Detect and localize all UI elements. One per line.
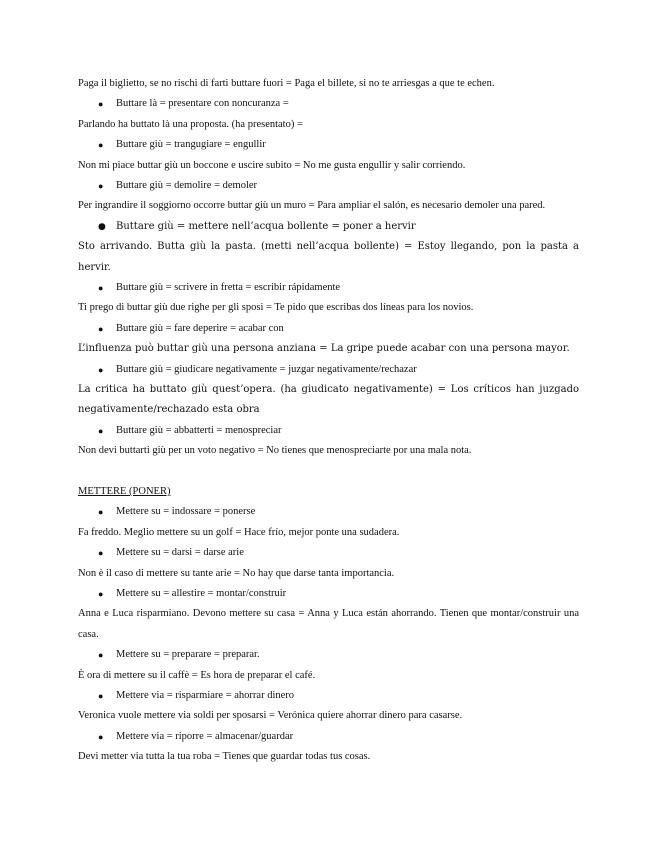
blank-line — [78, 462, 579, 482]
bullet-item — [78, 584, 579, 604]
example-sentence: Non mi piace buttar giù un boccone e uscire subito = No me gusta engullir y salir corriendo. — [78, 159, 466, 171]
bullet-text: Buttare giù = abbatterti = menospreciar — [116, 424, 282, 436]
bullet-dot-icon: ● — [98, 548, 104, 559]
example-sentence: È ora di mettere su il caffè = Es hora de preparar el café. — [78, 669, 316, 681]
example-sentence: L’influenza può buttar giù una persona anziana = La gripe puede acabar con una persona mayor. — [78, 343, 570, 355]
bullet-text: Buttare giù = scrivere in fretta = escribir rápidamente — [116, 282, 341, 293]
bullet-dot-icon: ● — [98, 140, 104, 151]
example-sentence: Paga il biglietto, se no rischi di farti buttare fuori = Paga el billete, si no te arriesgas a que te echen. — [78, 78, 495, 89]
example-sentence: La critica ha buttato giù quest’opera. (ha giudicato negativamente) = Los críticos han juzgado negativamente/rechazado esta obra — [78, 383, 579, 416]
bullet-item — [78, 135, 579, 155]
bullet-text: Buttare giù = fare deperire = acabar con — [116, 322, 284, 334]
bullet-dot-icon: ● — [98, 731, 104, 742]
bullet-text: Buttare giù = trangugiare = engullir — [116, 139, 266, 151]
example-sentence: Veronica vuole mettere via soldi per sposarsi = Verónica quiere ahorrar dinero para casarse. — [78, 710, 463, 722]
bullet-text: Mettere su = indossare = ponerse — [116, 506, 256, 518]
bullet-item — [78, 360, 579, 380]
section-heading: METTERE (PONER) — [78, 485, 171, 497]
bullet-item — [78, 727, 579, 747]
bullet-item — [78, 176, 579, 196]
bullet-dot-icon: ● — [98, 507, 104, 518]
bullet-text: Buttare giù = giudicare negativamente = juzgar negativamente/rechazar — [116, 363, 417, 375]
bullet-dot-icon: ● — [98, 690, 104, 701]
example-sentence: Non è il caso di mettere su tante arie = No hay que darse tanta importancia. — [78, 567, 395, 579]
bullet-text: Buttare giù = demolire = demoler — [116, 180, 258, 191]
bullet-dot-icon: ● — [98, 221, 106, 232]
bullet-dot-icon: ● — [98, 650, 104, 661]
bullet-dot-icon: ● — [98, 99, 104, 110]
bullet-text: Buttare giù = mettere nell’acqua bollente = poner a hervir — [116, 220, 416, 232]
bullet-dot-icon: ● — [98, 588, 104, 599]
example-sentence: Parlando ha buttato là una proposta. (ha presentato) = — [78, 118, 303, 130]
bullet-dot-icon: ● — [98, 181, 104, 191]
bullet-text: Mettere su = preparare = preparar. — [116, 649, 260, 661]
document-body — [78, 74, 579, 768]
bullet-item — [78, 502, 579, 522]
bullet-item — [78, 217, 579, 237]
bullet-item — [78, 319, 579, 339]
bullet-dot-icon: ● — [98, 323, 104, 334]
example-sentence: Fa freddo. Meglio mettere su un golf = Hace frío, mejor ponte una sudadera. — [78, 526, 400, 538]
bullet-item — [78, 686, 579, 706]
bullet-text: Mettere via = riporre = almacenar/guardar — [116, 730, 294, 742]
bullet-dot-icon: ● — [98, 364, 104, 375]
bullet-text: Mettere via = risparmiare = ahorrar dinero — [116, 689, 295, 701]
example-sentence: Per ingrandire il soggiorno occorre buttar giù un muro = Para ampliar el salón, es necesario demoler una pared. — [78, 200, 546, 212]
bullet-item — [78, 645, 579, 665]
bullet-text: Buttare là = presentare con noncuranza = — [116, 98, 289, 110]
example-sentence: Devi metter via tutta la tua roba = Tienes que guardar todas tus cosas. — [78, 751, 371, 763]
bullet-dot-icon: ● — [98, 425, 104, 436]
bullet-item — [78, 543, 579, 563]
bullet-dot-icon: ● — [98, 283, 104, 293]
bullet-item — [78, 278, 579, 298]
bullet-item — [78, 94, 579, 114]
bullet-item — [78, 421, 579, 441]
bullet-text: Mettere su = darsi = darse arie — [116, 547, 244, 559]
example-sentence: Anna e Luca risparmiano. Devono mettere su casa = Anna y Luca están ahorrando. Tienen que montar/construir una casa. — [78, 608, 579, 640]
example-sentence: Ti prego di buttar giù due righe per gli sposi = Te pido que escribas dos líneas para los novios. — [78, 302, 474, 314]
example-sentence: Non devi buttarti giù per un voto negativo = No tienes que menospreciarte por una mala nota. — [78, 445, 472, 457]
example-sentence: Sto arrivando. Butta giù la pasta. (metti nell’acqua bollente) = Estoy llegando, pon la pasta a hervir. — [78, 241, 579, 273]
bullet-text: Mettere su = allestire = montar/construir — [116, 587, 287, 599]
